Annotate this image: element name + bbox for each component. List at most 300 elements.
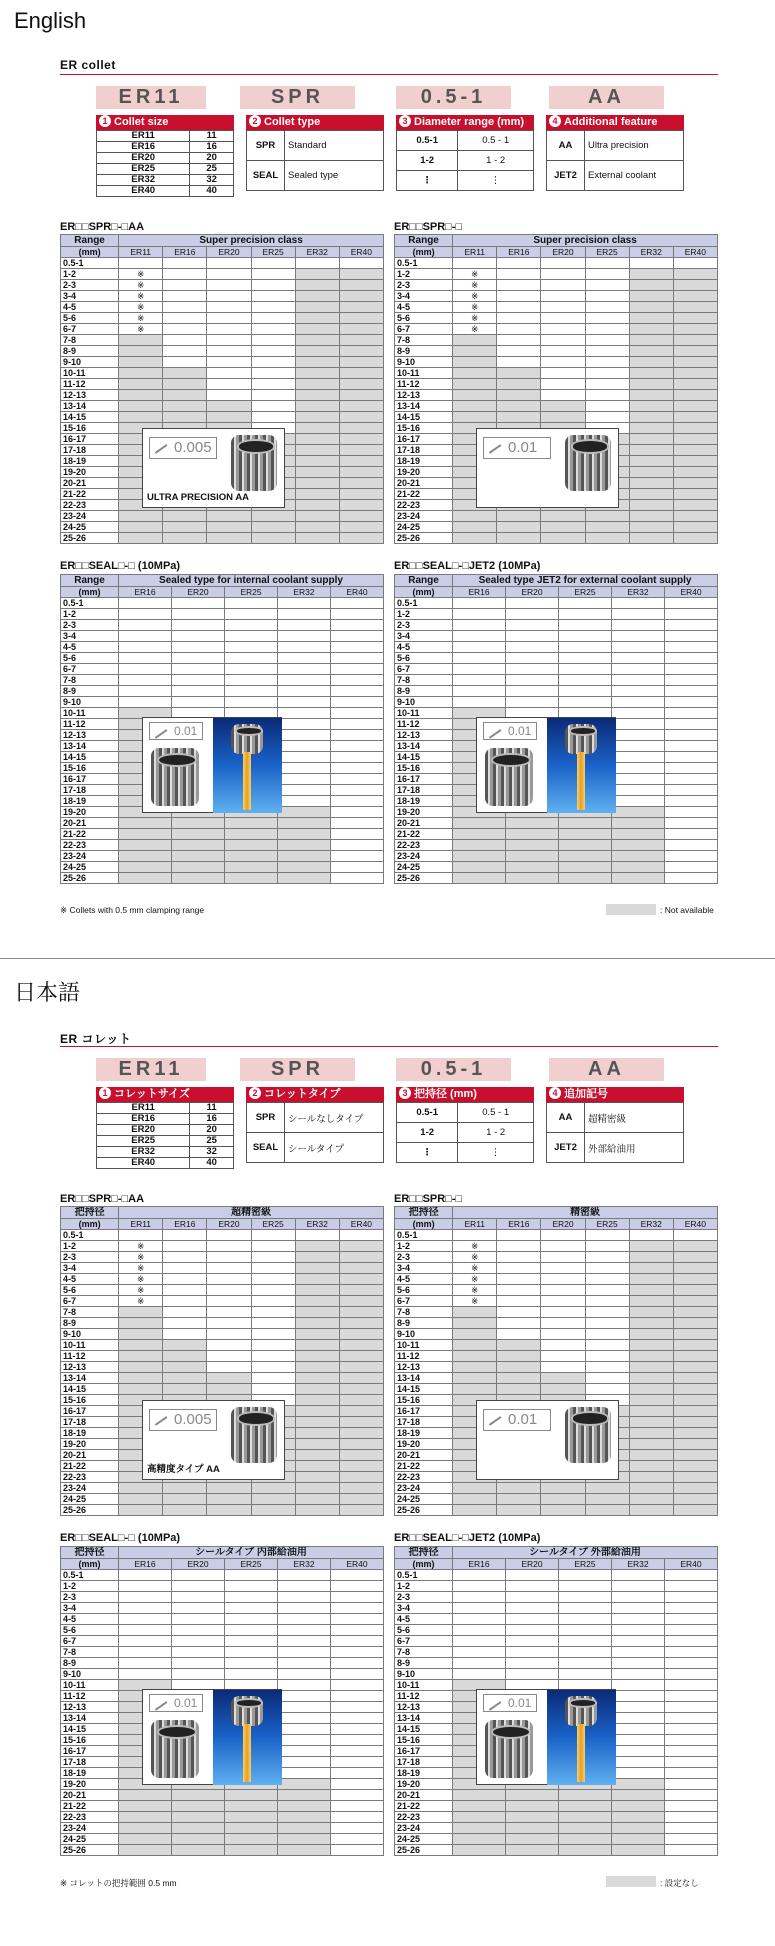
availability-cell xyxy=(295,434,339,445)
availability-cell xyxy=(673,511,717,522)
availability-cell xyxy=(172,598,225,609)
availability-cell xyxy=(225,829,278,840)
range-header: 把持径 xyxy=(61,1547,119,1559)
range-row xyxy=(395,1296,718,1307)
availability-cell: ※ xyxy=(119,1241,163,1252)
availability-cell xyxy=(629,500,673,511)
availability-cell: ※ xyxy=(453,1241,497,1252)
availability-cell xyxy=(119,1483,163,1494)
availability-cell xyxy=(585,269,629,280)
coolant-jet-icon xyxy=(243,1724,251,1782)
range-label: 4-5 xyxy=(61,642,119,653)
code-key: JET2 xyxy=(547,1133,585,1163)
range-label: 23-24 xyxy=(395,1823,453,1834)
availability-cell xyxy=(673,390,717,401)
availability-cell xyxy=(453,609,506,620)
availability-cell xyxy=(497,522,541,533)
collet-type-label: コレットタイプ xyxy=(264,1088,341,1100)
code-row xyxy=(547,1103,684,1133)
code-row xyxy=(97,1114,234,1125)
code-key: ER20 xyxy=(97,1125,190,1136)
range-row xyxy=(61,1296,384,1307)
collet-size-header xyxy=(96,115,234,130)
range-label: 13-14 xyxy=(395,401,453,412)
range-label: 24-25 xyxy=(61,522,119,533)
collet-size-box xyxy=(96,115,234,197)
size-column-header: ER25 xyxy=(225,1559,278,1570)
range-label: 22-23 xyxy=(395,1472,453,1483)
availability-cell xyxy=(629,533,673,544)
range-row xyxy=(395,280,718,291)
range-label: 9-10 xyxy=(61,1329,119,1340)
availability-cell xyxy=(207,511,251,522)
availability-cell xyxy=(295,357,339,368)
availability-cell xyxy=(541,269,585,280)
availability-cell xyxy=(559,609,612,620)
code-range: 0.5-1 xyxy=(396,1058,511,1081)
availability-cell xyxy=(665,708,718,719)
availability-cell xyxy=(506,840,559,851)
availability-cell xyxy=(339,511,383,522)
availability-cell xyxy=(612,741,665,752)
range-row xyxy=(61,1636,384,1647)
availability-cell xyxy=(585,1296,629,1307)
availability-cell xyxy=(497,1340,541,1351)
availability-cell xyxy=(453,840,506,851)
language-heading-ja: 日本語 xyxy=(14,980,81,1005)
availability-cell xyxy=(665,653,718,664)
availability-cell xyxy=(665,1768,718,1779)
availability-cell xyxy=(119,1505,163,1516)
availability-cell xyxy=(207,401,251,412)
availability-cell xyxy=(163,1285,207,1296)
availability-cell xyxy=(629,335,673,346)
availability-cell xyxy=(673,434,717,445)
code-value: 0.5 - 1 xyxy=(458,131,534,151)
class-header: 精密級 xyxy=(453,1207,718,1219)
holder-photo-icon xyxy=(231,1696,263,1726)
availability-cell xyxy=(251,280,295,291)
range-row xyxy=(395,1790,718,1801)
availability-cell xyxy=(612,840,665,851)
availability-cell xyxy=(331,829,384,840)
range-label: 14-15 xyxy=(61,412,119,423)
availability-cell xyxy=(506,675,559,686)
availability-cell xyxy=(673,500,717,511)
availability-cell xyxy=(225,818,278,829)
availability-cell xyxy=(629,423,673,434)
availability-cell xyxy=(172,1592,225,1603)
range-row xyxy=(61,291,384,302)
availability-cell xyxy=(629,258,673,269)
range-row xyxy=(61,1658,384,1669)
availability-cell xyxy=(506,1636,559,1647)
range-label: 0.5-1 xyxy=(61,258,119,269)
range-label: 13-14 xyxy=(61,401,119,412)
collet-photo-inset xyxy=(476,1400,619,1480)
availability-cell: ※ xyxy=(119,313,163,324)
range-row xyxy=(61,1483,384,1494)
availability-cell xyxy=(163,357,207,368)
size-column-header: ER40 xyxy=(665,587,718,598)
range-label: 15-16 xyxy=(395,763,453,774)
availability-cell xyxy=(453,1790,506,1801)
availability-cell xyxy=(163,1263,207,1274)
availability-cell xyxy=(295,302,339,313)
availability-cell xyxy=(665,675,718,686)
availability-cell xyxy=(295,1296,339,1307)
availability-cell xyxy=(331,785,384,796)
availability-cell xyxy=(453,675,506,686)
availability-cell xyxy=(331,752,384,763)
availability-cell xyxy=(251,1274,295,1285)
range-label: 23-24 xyxy=(61,1823,119,1834)
size-column-header: ER32 xyxy=(612,1559,665,1570)
availability-cell xyxy=(207,357,251,368)
range-row xyxy=(395,302,718,313)
range-row xyxy=(395,862,718,873)
availability-cell xyxy=(629,1263,673,1274)
code-row xyxy=(97,164,234,175)
range-label: 12-13 xyxy=(61,1362,119,1373)
availability-cell: ※ xyxy=(119,1296,163,1307)
range-row xyxy=(61,851,384,862)
availability-cell xyxy=(506,818,559,829)
availability-cell xyxy=(506,862,559,873)
availability-cell xyxy=(453,631,506,642)
availability-cell xyxy=(612,1790,665,1801)
availability-cell xyxy=(612,642,665,653)
availability-cell xyxy=(665,1570,718,1581)
availability-cell xyxy=(225,675,278,686)
range-row xyxy=(395,1307,718,1318)
availability-cell xyxy=(585,1263,629,1274)
availability-cell xyxy=(119,675,172,686)
range-label: 25-26 xyxy=(395,1845,453,1856)
availability-cell: ※ xyxy=(453,302,497,313)
availability-cell xyxy=(331,598,384,609)
availability-cell xyxy=(612,1724,665,1735)
availability-cell xyxy=(541,302,585,313)
availability-cell xyxy=(119,686,172,697)
range-label: 7-8 xyxy=(61,1307,119,1318)
collet-photo-inset xyxy=(142,717,282,813)
availability-cell xyxy=(673,1307,717,1318)
availability-cell xyxy=(541,368,585,379)
range-row xyxy=(395,1845,718,1856)
collet-size-table xyxy=(96,1102,234,1169)
range-row xyxy=(395,511,718,522)
availability-cell: ※ xyxy=(453,269,497,280)
availability-cell xyxy=(278,1768,331,1779)
availability-cell xyxy=(612,1680,665,1691)
availability-cell xyxy=(278,807,331,818)
availability-cell xyxy=(172,1647,225,1658)
availability-cell xyxy=(331,1724,384,1735)
availability-cell xyxy=(585,291,629,302)
availability-cell xyxy=(585,1340,629,1351)
coolant-jet-icon xyxy=(577,752,585,810)
availability-cell xyxy=(506,1823,559,1834)
availability-cell xyxy=(278,1834,331,1845)
availability-cell xyxy=(119,598,172,609)
range-row xyxy=(61,1834,384,1845)
availability-cell xyxy=(163,302,207,313)
availability-cell xyxy=(339,1285,383,1296)
availability-cell xyxy=(673,368,717,379)
range-row xyxy=(395,1614,718,1625)
availability-cell xyxy=(665,631,718,642)
availability-cell xyxy=(585,1285,629,1296)
availability-cell xyxy=(629,1483,673,1494)
availability-cell: ※ xyxy=(453,1274,497,1285)
range-row xyxy=(61,1494,384,1505)
availability-cell xyxy=(278,1691,331,1702)
availability-cell: ※ xyxy=(453,324,497,335)
availability-cell xyxy=(497,1241,541,1252)
availability-cell xyxy=(629,324,673,335)
range-row xyxy=(395,412,718,423)
mm-header: (mm) xyxy=(61,587,119,598)
availability-cell xyxy=(541,1296,585,1307)
size-column-header: ER20 xyxy=(506,587,559,598)
range-label: 12-13 xyxy=(395,1702,453,1713)
availability-cell xyxy=(339,1450,383,1461)
size-column-header: ER16 xyxy=(497,1219,541,1230)
availability-cell xyxy=(541,1230,585,1241)
availability-cell xyxy=(119,379,163,390)
availability-cell xyxy=(629,1428,673,1439)
range-row xyxy=(61,1263,384,1274)
range-row xyxy=(61,1812,384,1823)
availability-cell xyxy=(207,1384,251,1395)
availability-cell xyxy=(612,697,665,708)
code-value: 20 xyxy=(190,1125,234,1136)
availability-cell xyxy=(506,653,559,664)
code-key: ER40 xyxy=(97,186,190,197)
range-label: 5-6 xyxy=(61,313,119,324)
availability-cell xyxy=(339,412,383,423)
range-label: 8-9 xyxy=(395,1658,453,1669)
availability-cell xyxy=(331,653,384,664)
feature-label: 追加記号 xyxy=(564,1088,608,1100)
range-row xyxy=(61,1384,384,1395)
availability-cell xyxy=(295,280,339,291)
range-row xyxy=(395,829,718,840)
availability-cell xyxy=(163,1362,207,1373)
code-value: 25 xyxy=(190,164,234,175)
availability-cell xyxy=(295,313,339,324)
availability-cell xyxy=(331,1669,384,1680)
range-row xyxy=(395,1658,718,1669)
code-value: 40 xyxy=(190,1158,234,1169)
availability-cell xyxy=(331,1614,384,1625)
size-column-header: ER16 xyxy=(119,587,172,598)
availability-cell xyxy=(559,642,612,653)
availability-cell xyxy=(612,675,665,686)
code-key: ER32 xyxy=(97,175,190,186)
range-row xyxy=(61,280,384,291)
availability-cell xyxy=(665,807,718,818)
range-row xyxy=(61,1340,384,1351)
availability-cell xyxy=(453,642,506,653)
code-feature: AA xyxy=(549,1058,664,1081)
availability-cell xyxy=(541,1318,585,1329)
class-header: Sealed type for internal coolant supply xyxy=(119,575,384,587)
availability-cell xyxy=(331,873,384,884)
availability-cell xyxy=(295,489,339,500)
size-column-header: ER25 xyxy=(225,587,278,598)
availability-cell xyxy=(497,324,541,335)
availability-cell xyxy=(559,653,612,664)
availability-cell xyxy=(163,1373,207,1384)
range-label: 21-22 xyxy=(61,829,119,840)
availability-cell xyxy=(331,675,384,686)
availability-cell xyxy=(559,686,612,697)
availability-cell xyxy=(506,873,559,884)
diameter-range-header xyxy=(396,115,534,130)
availability-cell xyxy=(585,313,629,324)
availability-cell xyxy=(295,1285,339,1296)
availability-cell xyxy=(207,1241,251,1252)
range-label: 9-10 xyxy=(395,1669,453,1680)
availability-cell xyxy=(339,335,383,346)
availability-cell xyxy=(295,1428,339,1439)
availability-cell xyxy=(225,1812,278,1823)
section-title: ER collet xyxy=(60,58,116,72)
availability-cell xyxy=(295,1362,339,1373)
range-label: 0.5-1 xyxy=(61,1570,119,1581)
availability-cell: ※ xyxy=(453,1285,497,1296)
availability-cell xyxy=(673,313,717,324)
availability-cell xyxy=(585,1373,629,1384)
range-row xyxy=(395,873,718,884)
range-label: 2-3 xyxy=(395,1592,453,1603)
availability-cell xyxy=(207,1351,251,1362)
range-label: 3-4 xyxy=(61,1603,119,1614)
availability-cell xyxy=(295,1230,339,1241)
availability-cell xyxy=(207,1230,251,1241)
range-label: 19-20 xyxy=(395,1779,453,1790)
availability-cell xyxy=(612,1581,665,1592)
code-row xyxy=(97,1158,234,1169)
availability-cell xyxy=(559,818,612,829)
range-row xyxy=(61,1373,384,1384)
availability-cell xyxy=(453,1812,506,1823)
availability-cell xyxy=(225,1647,278,1658)
range-label: 19-20 xyxy=(61,1439,119,1450)
range-row xyxy=(395,642,718,653)
class-header: シールタイプ 外部給油用 xyxy=(453,1547,718,1559)
availability-cell xyxy=(453,379,497,390)
availability-cell xyxy=(497,1384,541,1395)
range-label: 11-12 xyxy=(395,1351,453,1362)
availability-cell xyxy=(278,1823,331,1834)
availability-cell xyxy=(497,390,541,401)
availability-cell xyxy=(612,1801,665,1812)
size-column-header: ER32 xyxy=(629,1219,673,1230)
availability-cell xyxy=(278,664,331,675)
range-row xyxy=(395,1812,718,1823)
availability-cell xyxy=(172,1658,225,1669)
range-label: 18-19 xyxy=(395,456,453,467)
range-label: 18-19 xyxy=(61,1768,119,1779)
availability-cell xyxy=(119,1790,172,1801)
availability-cell xyxy=(251,1230,295,1241)
availability-cell xyxy=(278,1592,331,1603)
availability-cell xyxy=(665,774,718,785)
availability-cell xyxy=(665,1592,718,1603)
number-2-icon: 2 xyxy=(249,115,261,127)
availability-cell xyxy=(585,258,629,269)
availability-cell xyxy=(339,368,383,379)
range-label: 1-2 xyxy=(395,609,453,620)
availability-cell xyxy=(339,1395,383,1406)
availability-cell xyxy=(339,1461,383,1472)
code-value: ⋮ xyxy=(458,1143,534,1163)
availability-cell xyxy=(331,1823,384,1834)
availability-cell xyxy=(629,434,673,445)
availability-cell xyxy=(331,796,384,807)
availability-cell xyxy=(225,1625,278,1636)
range-row xyxy=(395,851,718,862)
availability-cell xyxy=(665,1603,718,1614)
availability-cell xyxy=(585,346,629,357)
availability-cell xyxy=(172,829,225,840)
availability-cell xyxy=(665,1691,718,1702)
availability-cell xyxy=(278,796,331,807)
availability-cell xyxy=(585,1494,629,1505)
availability-cell: ※ xyxy=(119,269,163,280)
availability-cell xyxy=(163,1296,207,1307)
range-label: 5-6 xyxy=(61,653,119,664)
availability-cell xyxy=(163,368,207,379)
availability-cell xyxy=(612,1691,665,1702)
range-row xyxy=(395,291,718,302)
availability-cell xyxy=(172,697,225,708)
availability-cell xyxy=(207,1285,251,1296)
availability-cell xyxy=(331,1658,384,1669)
collet-type-table xyxy=(246,130,384,191)
availability-cell xyxy=(295,500,339,511)
availability-cell xyxy=(612,1768,665,1779)
availability-cell xyxy=(673,1494,717,1505)
availability-cell xyxy=(339,478,383,489)
size-column-header: ER25 xyxy=(559,1559,612,1570)
availability-cell xyxy=(295,390,339,401)
range-label: 8-9 xyxy=(395,1318,453,1329)
range-label: 9-10 xyxy=(61,1669,119,1680)
availability-cell xyxy=(506,1845,559,1856)
size-column-header: ER16 xyxy=(497,247,541,258)
availability-cell xyxy=(119,1625,172,1636)
range-header: Range xyxy=(395,575,453,587)
range-label: 2-3 xyxy=(395,620,453,631)
range-label: 15-16 xyxy=(395,423,453,434)
availability-cell xyxy=(612,719,665,730)
availability-cell xyxy=(673,1362,717,1373)
availability-cell xyxy=(295,1252,339,1263)
size-column-header: ER16 xyxy=(163,1219,207,1230)
range-label: 20-21 xyxy=(395,1450,453,1461)
availability-cell xyxy=(119,851,172,862)
availability-cell xyxy=(673,1373,717,1384)
range-label: 25-26 xyxy=(395,533,453,544)
availability-cell xyxy=(629,302,673,313)
availability-cell xyxy=(541,313,585,324)
range-label: 25-26 xyxy=(61,1845,119,1856)
availability-cell xyxy=(665,862,718,873)
